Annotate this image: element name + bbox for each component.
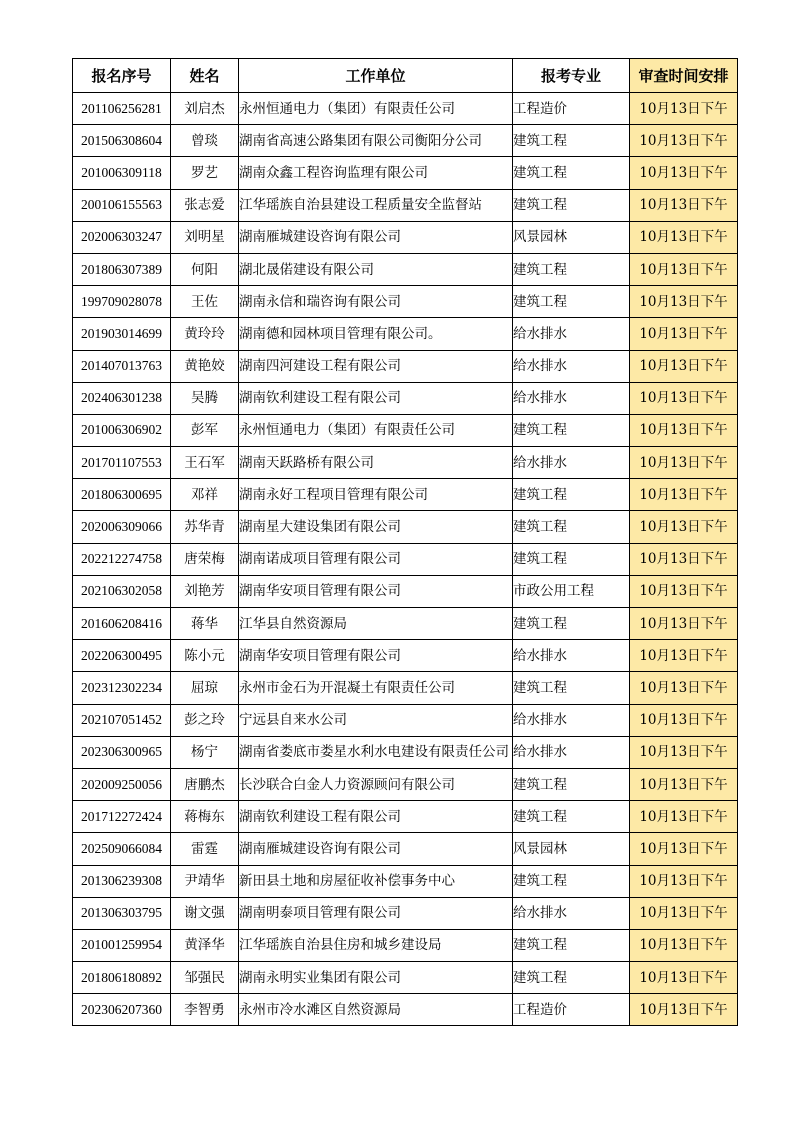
- major-cell: 给水排水: [513, 447, 630, 479]
- time-cell: 10月13日下午: [630, 93, 738, 125]
- unit-cell: 江华瑶族自治县建设工程质量安全监督站: [239, 189, 513, 221]
- time-cell: 10月13日下午: [630, 575, 738, 607]
- major-cell: 给水排水: [513, 350, 630, 382]
- name-cell: 王石军: [171, 447, 239, 479]
- id-cell: 202006309066: [73, 511, 171, 543]
- unit-cell: 湖南永明实业集团有限公司: [239, 962, 513, 994]
- table-row: [73, 575, 738, 607]
- id-cell: 202509066084: [73, 833, 171, 865]
- major-cell: 建筑工程: [513, 865, 630, 897]
- name-cell: 雷霆: [171, 833, 239, 865]
- time-cell: 10月13日下午: [630, 414, 738, 446]
- name-cell: 邓祥: [171, 479, 239, 511]
- unit-cell: 湖南钦利建设工程有限公司: [239, 801, 513, 833]
- time-cell: 10月13日下午: [630, 157, 738, 189]
- unit-cell: 湖南星大建设集团有限公司: [239, 511, 513, 543]
- major-cell: 建筑工程: [513, 125, 630, 157]
- name-cell: 邹强民: [171, 962, 239, 994]
- id-cell: 202306300965: [73, 736, 171, 768]
- id-cell: 201407013763: [73, 350, 171, 382]
- name-cell: 彭军: [171, 414, 239, 446]
- time-cell: 10月13日下午: [630, 865, 738, 897]
- name-cell: 屈琼: [171, 672, 239, 704]
- table-row: [73, 962, 738, 994]
- unit-cell: 湖南省高速公路集团有限公司衡阳分公司: [239, 125, 513, 157]
- unit-cell: 湖南雁城建设咨询有限公司: [239, 221, 513, 253]
- time-cell: 10月13日下午: [630, 382, 738, 414]
- unit-cell: 湖南华安项目管理有限公司: [239, 640, 513, 672]
- id-cell: 202312302234: [73, 672, 171, 704]
- id-cell: 201903014699: [73, 318, 171, 350]
- id-cell: 201106256281: [73, 93, 171, 125]
- id-cell: 201006309118: [73, 157, 171, 189]
- name-cell: 黄艳姣: [171, 350, 239, 382]
- unit-cell: 湖南诺成项目管理有限公司: [239, 543, 513, 575]
- time-cell: 10月13日下午: [630, 768, 738, 800]
- time-cell: 10月13日下午: [630, 221, 738, 253]
- major-cell: 建筑工程: [513, 801, 630, 833]
- name-cell: 何阳: [171, 253, 239, 285]
- table-row: [73, 414, 738, 446]
- id-cell: 202212274758: [73, 543, 171, 575]
- time-cell: 10月13日下午: [630, 125, 738, 157]
- name-cell: 曾琰: [171, 125, 239, 157]
- id-cell: 201806307389: [73, 253, 171, 285]
- name-cell: 黄玲玲: [171, 318, 239, 350]
- time-cell: 10月13日下午: [630, 897, 738, 929]
- header-time: 审查时间安排: [630, 59, 738, 93]
- time-cell: 10月13日下午: [630, 447, 738, 479]
- name-cell: 唐荣梅: [171, 543, 239, 575]
- id-cell: 200106155563: [73, 189, 171, 221]
- major-cell: 建筑工程: [513, 608, 630, 640]
- table-row: [73, 640, 738, 672]
- table-row: [73, 286, 738, 318]
- table-row: [73, 543, 738, 575]
- header-major: 报考专业: [513, 59, 630, 93]
- table-row: [73, 608, 738, 640]
- table-row: [73, 736, 738, 768]
- id-cell: 202306207360: [73, 994, 171, 1026]
- id-cell: 201806300695: [73, 479, 171, 511]
- major-cell: 建筑工程: [513, 286, 630, 318]
- id-cell: 201306239308: [73, 865, 171, 897]
- header-id: 报名序号: [73, 59, 171, 93]
- unit-cell: 永州市冷水滩区自然资源局: [239, 994, 513, 1026]
- name-cell: 杨宁: [171, 736, 239, 768]
- name-cell: 蒋梅东: [171, 801, 239, 833]
- id-cell: 201606208416: [73, 608, 171, 640]
- id-cell: 201712272424: [73, 801, 171, 833]
- time-cell: 10月13日下午: [630, 929, 738, 961]
- major-cell: 建筑工程: [513, 543, 630, 575]
- time-cell: 10月13日下午: [630, 479, 738, 511]
- major-cell: 建筑工程: [513, 253, 630, 285]
- unit-cell: 湖南众鑫工程咨询监理有限公司: [239, 157, 513, 189]
- time-cell: 10月13日下午: [630, 350, 738, 382]
- time-cell: 10月13日下午: [630, 511, 738, 543]
- table-row: [73, 189, 738, 221]
- roster-table: [72, 58, 738, 1026]
- table-row: [73, 253, 738, 285]
- name-cell: 尹靖华: [171, 865, 239, 897]
- unit-cell: 永州市金石为开混凝土有限责任公司: [239, 672, 513, 704]
- major-cell: 给水排水: [513, 897, 630, 929]
- table-row: [73, 350, 738, 382]
- table-row: [73, 833, 738, 865]
- time-cell: 10月13日下午: [630, 833, 738, 865]
- id-cell: 201506308604: [73, 125, 171, 157]
- name-cell: 苏华青: [171, 511, 239, 543]
- major-cell: 建筑工程: [513, 962, 630, 994]
- name-cell: 王佐: [171, 286, 239, 318]
- id-cell: 202406301238: [73, 382, 171, 414]
- table-row: [73, 479, 738, 511]
- name-cell: 谢文强: [171, 897, 239, 929]
- major-cell: 给水排水: [513, 382, 630, 414]
- unit-cell: 湖南省娄底市娄星水利水电建设有限责任公司: [239, 736, 513, 768]
- major-cell: 建筑工程: [513, 157, 630, 189]
- table-row: [73, 929, 738, 961]
- unit-cell: 新田县土地和房屋征收补偿事务中心: [239, 865, 513, 897]
- table-row: [73, 672, 738, 704]
- unit-cell: 湖南天跃路桥有限公司: [239, 447, 513, 479]
- table-row: [73, 768, 738, 800]
- unit-cell: 宁远县自来水公司: [239, 704, 513, 736]
- header-unit: 工作单位: [239, 59, 513, 93]
- name-cell: 刘艳芳: [171, 575, 239, 607]
- unit-cell: 永州恒通电力（集团）有限责任公司: [239, 93, 513, 125]
- time-cell: 10月13日下午: [630, 736, 738, 768]
- unit-cell: 湖南雁城建设咨询有限公司: [239, 833, 513, 865]
- unit-cell: 湖南钦利建设工程有限公司: [239, 382, 513, 414]
- id-cell: 199709028078: [73, 286, 171, 318]
- major-cell: 给水排水: [513, 640, 630, 672]
- table-row: [73, 157, 738, 189]
- id-cell: 201806180892: [73, 962, 171, 994]
- id-cell: 202107051452: [73, 704, 171, 736]
- name-cell: 彭之玲: [171, 704, 239, 736]
- major-cell: 建筑工程: [513, 768, 630, 800]
- unit-cell: 湖南华安项目管理有限公司: [239, 575, 513, 607]
- major-cell: 工程造价: [513, 93, 630, 125]
- unit-cell: 湖南四河建设工程有限公司: [239, 350, 513, 382]
- name-cell: 刘启杰: [171, 93, 239, 125]
- name-cell: 陈小元: [171, 640, 239, 672]
- major-cell: 建筑工程: [513, 672, 630, 704]
- unit-cell: 湖南德和园林项目管理有限公司。: [239, 318, 513, 350]
- table-row: [73, 447, 738, 479]
- table-row: [73, 382, 738, 414]
- name-cell: 蒋华: [171, 608, 239, 640]
- name-cell: 吴腾: [171, 382, 239, 414]
- major-cell: 风景园林: [513, 833, 630, 865]
- header-name: 姓名: [171, 59, 239, 93]
- time-cell: 10月13日下午: [630, 253, 738, 285]
- major-cell: 建筑工程: [513, 929, 630, 961]
- name-cell: 唐鹏杰: [171, 768, 239, 800]
- unit-cell: 江华县自然资源局: [239, 608, 513, 640]
- major-cell: 给水排水: [513, 736, 630, 768]
- major-cell: 给水排水: [513, 318, 630, 350]
- roster-body: [73, 93, 738, 1026]
- time-cell: 10月13日下午: [630, 318, 738, 350]
- table-row: [73, 318, 738, 350]
- name-cell: 罗艺: [171, 157, 239, 189]
- time-cell: 10月13日下午: [630, 640, 738, 672]
- id-cell: 201306303795: [73, 897, 171, 929]
- major-cell: 风景园林: [513, 221, 630, 253]
- name-cell: 李智勇: [171, 994, 239, 1026]
- time-cell: 10月13日下午: [630, 286, 738, 318]
- unit-cell: 湖南明泰项目管理有限公司: [239, 897, 513, 929]
- time-cell: 10月13日下午: [630, 994, 738, 1026]
- name-cell: 黄泽华: [171, 929, 239, 961]
- unit-cell: 湖南永信和瑞咨询有限公司: [239, 286, 513, 318]
- time-cell: 10月13日下午: [630, 543, 738, 575]
- unit-cell: 湖北晟偌建设有限公司: [239, 253, 513, 285]
- name-cell: 刘明星: [171, 221, 239, 253]
- table-row: [73, 93, 738, 125]
- table-row: [73, 704, 738, 736]
- time-cell: 10月13日下午: [630, 608, 738, 640]
- time-cell: 10月13日下午: [630, 189, 738, 221]
- time-cell: 10月13日下午: [630, 704, 738, 736]
- table-row: [73, 511, 738, 543]
- id-cell: 201701107553: [73, 447, 171, 479]
- major-cell: 市政公用工程: [513, 575, 630, 607]
- id-cell: 201006306902: [73, 414, 171, 446]
- unit-cell: 永州恒通电力（集团）有限责任公司: [239, 414, 513, 446]
- id-cell: 202106302058: [73, 575, 171, 607]
- table-row: [73, 865, 738, 897]
- table-row: [73, 125, 738, 157]
- time-cell: 10月13日下午: [630, 801, 738, 833]
- major-cell: 工程造价: [513, 994, 630, 1026]
- major-cell: 建筑工程: [513, 479, 630, 511]
- name-cell: 张志爱: [171, 189, 239, 221]
- unit-cell: 长沙联合白金人力资源顾问有限公司: [239, 768, 513, 800]
- id-cell: 202006303247: [73, 221, 171, 253]
- time-cell: 10月13日下午: [630, 672, 738, 704]
- time-cell: 10月13日下午: [630, 962, 738, 994]
- unit-cell: 江华瑶族自治县住房和城乡建设局: [239, 929, 513, 961]
- header-row: [73, 59, 738, 93]
- id-cell: 202206300495: [73, 640, 171, 672]
- table-row: [73, 994, 738, 1026]
- major-cell: 给水排水: [513, 704, 630, 736]
- table-row: [73, 897, 738, 929]
- unit-cell: 湖南永好工程项目管理有限公司: [239, 479, 513, 511]
- major-cell: 建筑工程: [513, 511, 630, 543]
- table-row: [73, 221, 738, 253]
- table-row: [73, 801, 738, 833]
- major-cell: 建筑工程: [513, 414, 630, 446]
- id-cell: 202009250056: [73, 768, 171, 800]
- id-cell: 201001259954: [73, 929, 171, 961]
- major-cell: 建筑工程: [513, 189, 630, 221]
